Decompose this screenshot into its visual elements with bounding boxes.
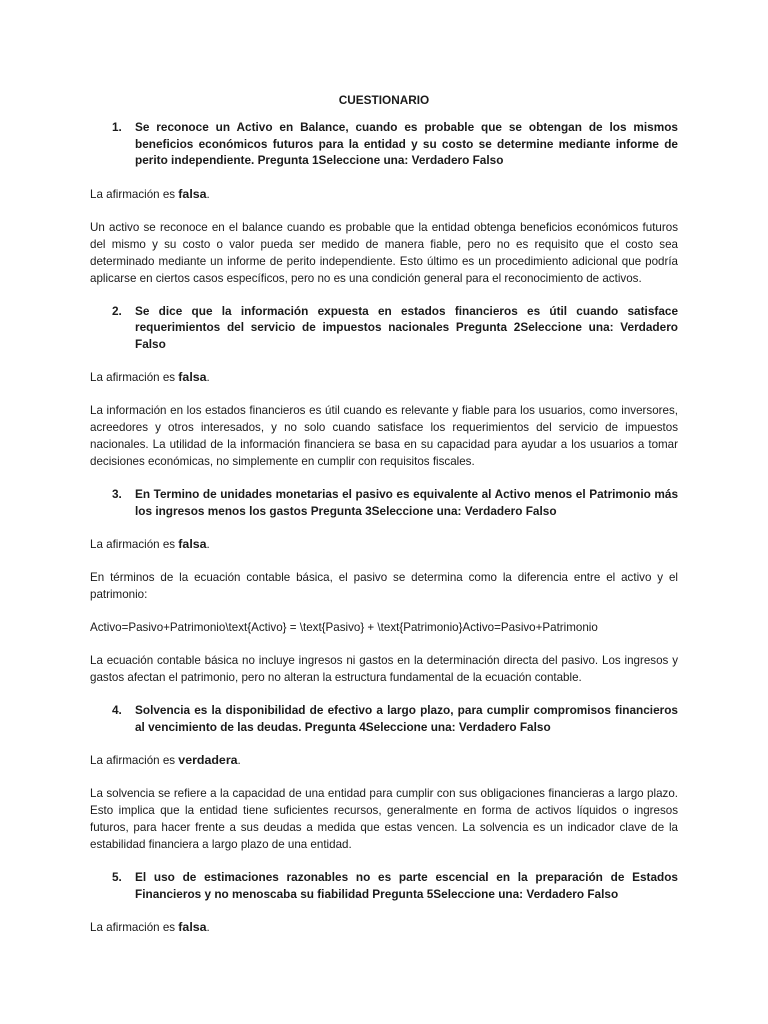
document-body — [90, 92, 678, 952]
question-text: El uso de estimaciones razonables no es parte escencial en la preparación de Estados Financieros y no menoscaba su fiabilidad Pregunta 5Seleccione una: Verdadero Falso — [135, 870, 678, 901]
page-title: CUESTIONARIO — [338, 93, 430, 107]
answer-2 — [90, 369, 678, 386]
question-4 — [90, 702, 678, 735]
explanation-4: La solvencia se refiere a la capacidad de una entidad para cumplir con sus obligaciones financieras a largo plazo. Esto implica que la entidad tiene suficientes recursos, generalmente en forma de activos líquidos o ingresos futuros, para hacer frente a sus deudas a medida que estas vencen. La solvencia es un indicador clave de la estabilidad financiera a largo plazo de una entidad. — [90, 787, 678, 851]
explanation-3: En términos de la ecuación contable básica, el pasivo se determina como la diferencia entre el activo y el patrimonio: — [90, 571, 678, 601]
answer-verdict: falsa — [178, 370, 207, 384]
question-1 — [90, 119, 678, 169]
answer-verdict: falsa — [178, 920, 207, 934]
answer-prefix: La afirmación es — [90, 538, 179, 551]
explanation-3b: La ecuación contable básica no incluye ingresos ni gastos en la determinación directa del pasivo. Los ingresos y gastos afectan el patrimonio, pero no alteran la estructura fundamental de la ecuación contable. — [90, 654, 678, 684]
question-text: Se dice que la información expuesta en estados financieros es útil cuando satisface requerimientos del servicio de impuestos nacionales Pregunta 2Seleccione una: Verdadero Falso — [135, 303, 678, 351]
question-text: Solvencia es la disponibilidad de efectivo a largo plazo, para cumplir compromisos financieros al vencimiento de las deudas. Pregunta 4Seleccione una: Verdadero Falso — [135, 703, 678, 734]
question-number: 2. — [112, 303, 122, 318]
explanation-1: Un activo se reconoce en el balance cuando es probable que la entidad obtenga beneficios económicos futuros del mismo y su costo o valor pueda ser medido de manera fiable, pero no es requisito que el costo sea determinado mediante un informe de perito independiente. Esto último es un procedimiento adicional que podría aplicarse en ciertos casos específicos, pero no es una condición general para el reconocimiento de activos. — [90, 220, 678, 285]
question-text: Se reconoce un Activo en Balance, cuando es probable que se obtengan de los mismos beneficios económicos futuros para la entidad y su costo se determine mediante informe de perito independiente. Pregunta 1Seleccione una: Verdadero Falso — [135, 120, 678, 167]
answer-4 — [90, 752, 678, 769]
answer-5 — [90, 919, 678, 936]
answer-suffix: . — [206, 538, 210, 551]
question-number: 1. — [112, 120, 122, 134]
answer-suffix: . — [206, 921, 210, 934]
question-number: 4. — [112, 703, 122, 717]
question-text: En Termino de unidades monetarias el pasivo es equivalente al Activo menos el Patrimonio más los ingresos menos los gastos Pregunta 3Seleccione una: Verdadero Falso — [135, 487, 678, 518]
equation-text: Activo=Pasivo+Patrimonio\text{Activo} = \text{Pasivo} + \text{Patrimonio}Activo=Pasivo+Patrimonio — [90, 621, 598, 634]
answer-1 — [90, 186, 678, 203]
question-number: 3. — [112, 487, 122, 501]
answer-suffix: . — [206, 187, 210, 201]
answer-prefix: La afirmación es — [90, 921, 179, 934]
answer-verdict: falsa — [178, 537, 207, 551]
answer-suffix: . — [237, 754, 241, 767]
answer-verdict: falsa — [178, 186, 207, 201]
question-5 — [90, 869, 678, 902]
question-2 — [90, 303, 678, 353]
answer-verdict: verdadera — [178, 753, 238, 767]
answer-suffix: . — [206, 371, 210, 384]
answer-3 — [90, 536, 678, 553]
question-3 — [90, 486, 678, 519]
answer-prefix: La afirmación es — [90, 371, 179, 384]
answer-prefix: La afirmación es — [90, 187, 179, 201]
answer-prefix: La afirmación es — [90, 754, 179, 767]
question-number: 5. — [112, 870, 122, 884]
explanation-2: La información en los estados financieros es útil cuando es relevante y fiable para los usuarios, como inversores, acreedores y otros interesados, y no solo cuando satisface los requerimientos del servicio de impuestos nacionales. La utilidad de la información financiera se basa en su capacidad para ayudar a los usuarios a tomar decisiones económicas, no simplemente en cumplir con requisitos fiscales. — [90, 404, 678, 468]
